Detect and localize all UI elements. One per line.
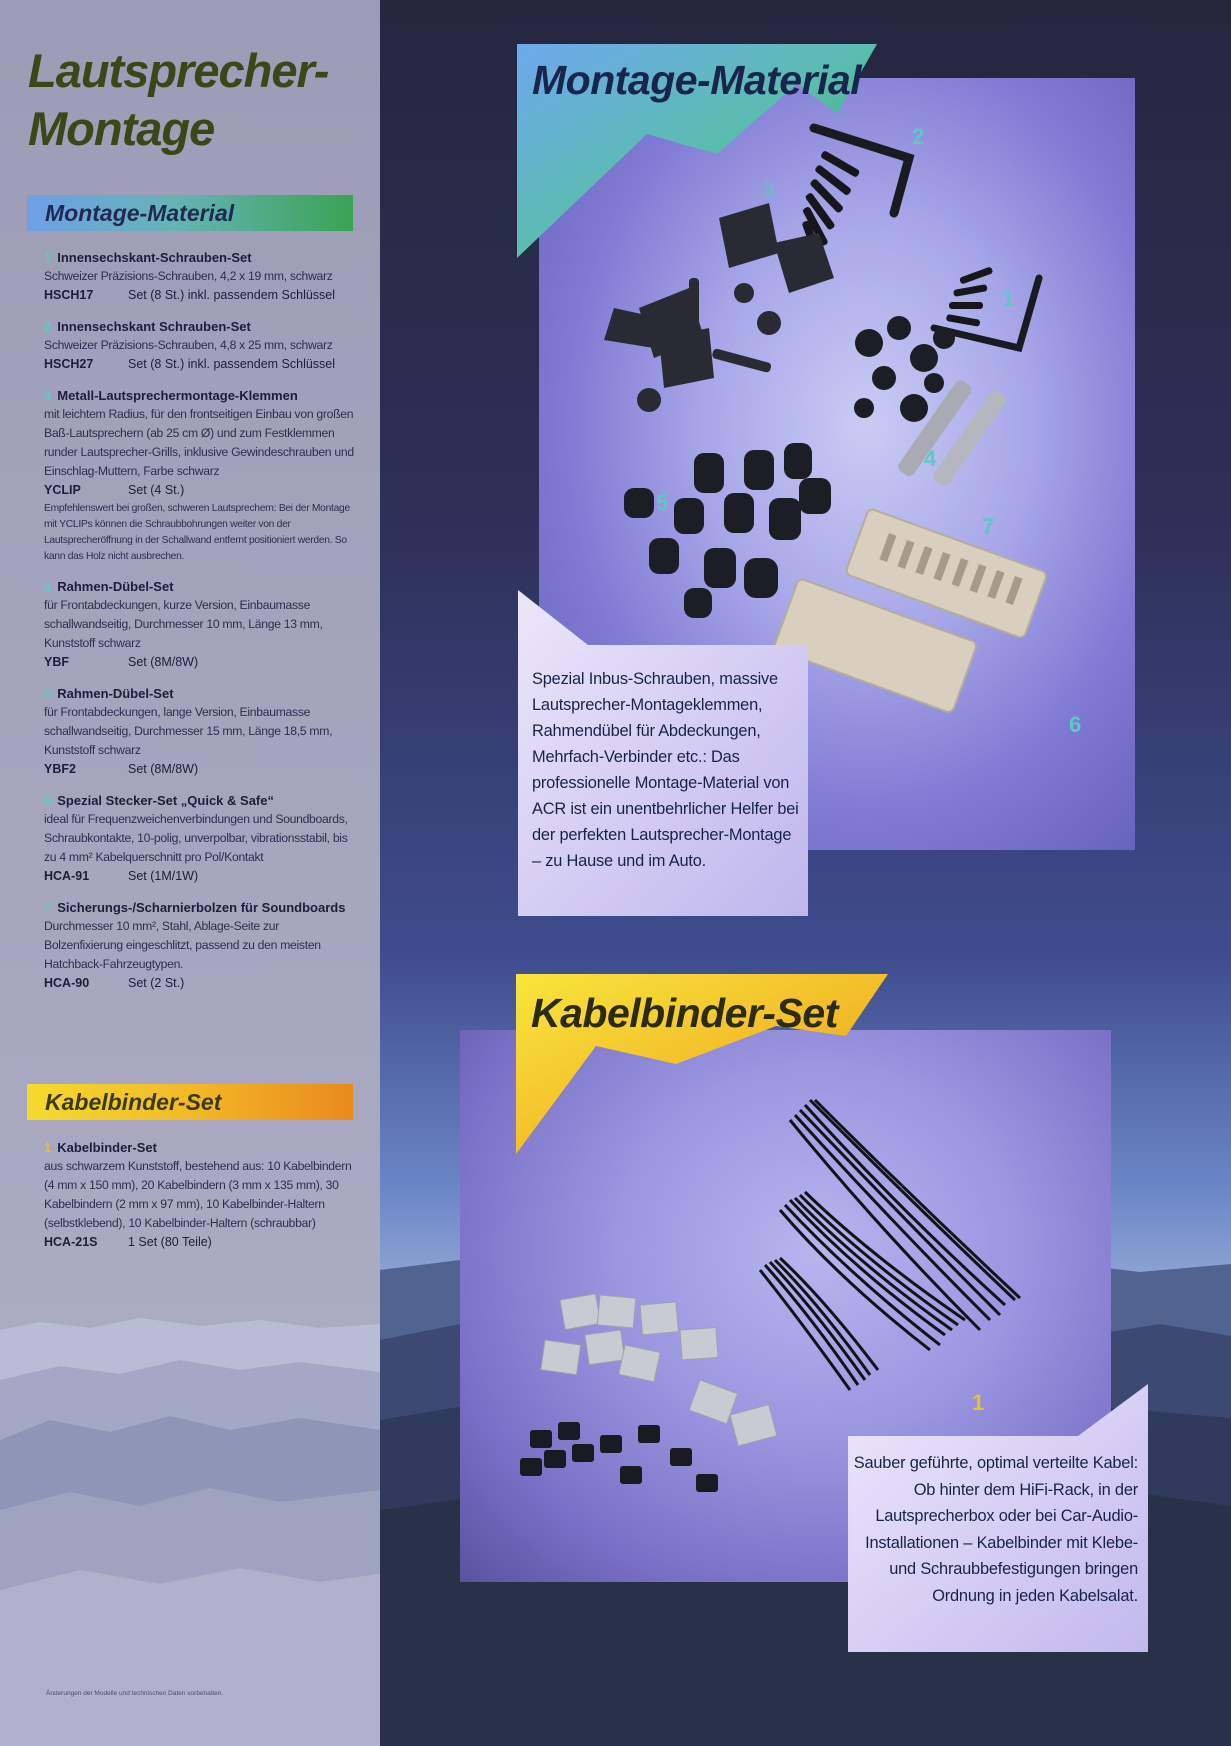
item-code: HSCH27 (44, 357, 94, 371)
item-number: 7 (44, 900, 52, 915)
item-title: Spezial Stecker-Set „Quick & Safe“ (57, 793, 274, 808)
item-code: YBF2 (44, 762, 76, 776)
item-number: 6 (44, 793, 52, 808)
callout-text-montage: Spezial Inbus-Schrauben, massive Lautsprecher-Montageklemmen, Rahmendübel für Abdeckungen, Mehrfach-Verbinder etc.: Das professionelle Montage-Material von ACR ist ein unentbehrlicher Helfer bei der perfekten Lautsprecher-Montage – zu Hause und im Auto. (532, 670, 799, 870)
right-area (380, 0, 1231, 1746)
item-code: HSCH17 (44, 288, 94, 302)
item-description: ideal für Frequenzweichenverbindungen und Soundboards, Schraubkontakte, 10-polig, unverpolbar, vibrationsstabil, bis zu 4 mm² Kabelquerschnitt pro Pol/Kontakt (44, 812, 348, 864)
item-set: Set (1M/1W) (128, 869, 199, 883)
item-number: 5 (44, 686, 52, 701)
montage-item-list (44, 248, 360, 1005)
item-title: Rahmen-Dübel-Set (57, 686, 174, 701)
item-set: Set (8M/8W) (128, 655, 199, 669)
callout-text-kabelbinder: Sauber geführte, optimal verteilte Kabel: Ob hinter dem HiFi-Rack, in der Lautsprecherbox oder bei Car-Audio-Installationen – Kabelbinder mit Klebe- und Schraubbefestigungen bringen Ordnung in jeden Kabelsalat. (853, 1454, 1138, 1605)
item-title: Innensechskant-Schrauben-Set (57, 250, 252, 265)
list-item (44, 317, 360, 374)
item-description: für Frontabdeckungen, kurze Version, Einbaumasse schallwandseitig, Durchmesser 10 mm, Länge 13 mm, Kunststoff schwarz (44, 598, 323, 650)
item-code: HCA-21S (44, 1235, 98, 1249)
list-item (44, 1138, 360, 1252)
list-item (44, 791, 360, 886)
item-set: Set (8M/8W) (128, 762, 199, 776)
item-number: 1 (44, 250, 52, 265)
item-description: Schweizer Präzisions-Schrauben, 4,8 x 25 mm, schwarz (44, 338, 333, 352)
panel-title-montage-material: Montage-Material (532, 57, 862, 103)
photo-number-1: 1 (972, 1390, 985, 1415)
item-description: Schweizer Präzisions-Schrauben, 4,2 x 19 mm, schwarz (44, 269, 333, 283)
list-item (44, 898, 360, 993)
item-set: Set (4 St.) (128, 483, 185, 497)
list-item (44, 577, 360, 672)
item-description: mit leichtem Radius, für den frontseitigen Einbau von großen Baß-Lautsprechern (ab 25 cm Ø) und zum Festklemmen runder Lautsprecher-Grills, inklusive Gewindeschrauben und Einschlag-Muttern, Farbe schwarz (44, 407, 354, 478)
item-title: Innensechskant Schrauben-Set (57, 319, 251, 334)
list-item (44, 684, 360, 779)
page-title-line-1: Lautsprecher- (28, 44, 329, 97)
mountain-silhouette (0, 1270, 380, 1746)
item-title: Metall-Lautsprechermontage-Klemmen (57, 388, 298, 403)
item-set: Set (2 St.) (128, 976, 185, 990)
section-heading-montage-material: Montage-Material (27, 195, 353, 231)
item-description: aus schwarzem Kunststoff, bestehend aus: 10 Kabelbindern (4 mm x 150 mm), 20 Kabelbindern (3 mm x 135 mm), 30 Kabelbindern (2 mm x 97 mm), 10 Kabelbinder-Haltern (selbstklebend), 10 Kabelbinder-Haltern (schraubbar) (44, 1159, 352, 1230)
page-title (28, 42, 368, 158)
item-code: HCA-91 (44, 869, 90, 883)
item-title: Rahmen-Dübel-Set (57, 579, 174, 594)
section-heading-kabelbinder-set: Kabelbinder-Set (27, 1084, 353, 1120)
item-set: Set (8 St.) inkl. passendem Schlüssel (128, 357, 336, 371)
panel-title-kabelbinder-set: Kabelbinder-Set (531, 990, 838, 1036)
item-number: 1 (44, 1140, 52, 1155)
photo-number-7: 7 (982, 514, 995, 539)
footer-disclaimer: Änderungen der Modelle und technischen Daten vorbehalten. (46, 1690, 224, 1697)
item-number: 4 (44, 579, 52, 594)
photo-number-5: 5 (656, 490, 669, 515)
list-item (44, 386, 360, 565)
photo-number-6: 6 (1069, 712, 1082, 737)
item-set: 1 Set (80 Teile) (128, 1235, 212, 1249)
kabel-item-list (44, 1138, 360, 1264)
item-note: Empfehlenswert bei großen, schweren Lautsprechern: Bei der Montage mit YCLIPs können die Schraubbohrungen weiter von der Lautsprecheröffnung in der Schallwand entfernt positioniert werden. So kann das Holz nicht ausbrechen. (44, 503, 350, 562)
item-description: für Frontabdeckungen, lange Version, Einbaumasse schallwandseitig, Durchmesser 15 mm, Länge 18,5 mm, Kunststoff schwarz (44, 705, 333, 757)
page-title-line-2: Montage (28, 102, 215, 155)
list-item (44, 248, 360, 305)
item-title: Sicherungs-/Scharnierbolzen für Soundboards (57, 900, 346, 915)
photo-number-3: 3 (762, 178, 775, 203)
item-code: YCLIP (44, 483, 81, 497)
item-code: HCA-90 (44, 976, 90, 990)
left-column (0, 0, 380, 1746)
item-number: 3 (44, 388, 52, 403)
item-title: Kabelbinder-Set (57, 1140, 157, 1155)
item-number: 2 (44, 319, 52, 334)
photo-number-2: 2 (912, 124, 925, 149)
photo-number-1: 1 (1002, 286, 1015, 311)
item-code: YBF (44, 655, 69, 669)
item-set: Set (8 St.) inkl. passendem Schlüssel (128, 288, 336, 302)
photo-number-4: 4 (924, 446, 937, 471)
item-description: Durchmesser 10 mm², Stahl, Ablage-Seite zur Bolzenfixierung eingeschlitzt, passend zu den meisten Hatchback-Fahrzeugtypen. (44, 919, 321, 971)
